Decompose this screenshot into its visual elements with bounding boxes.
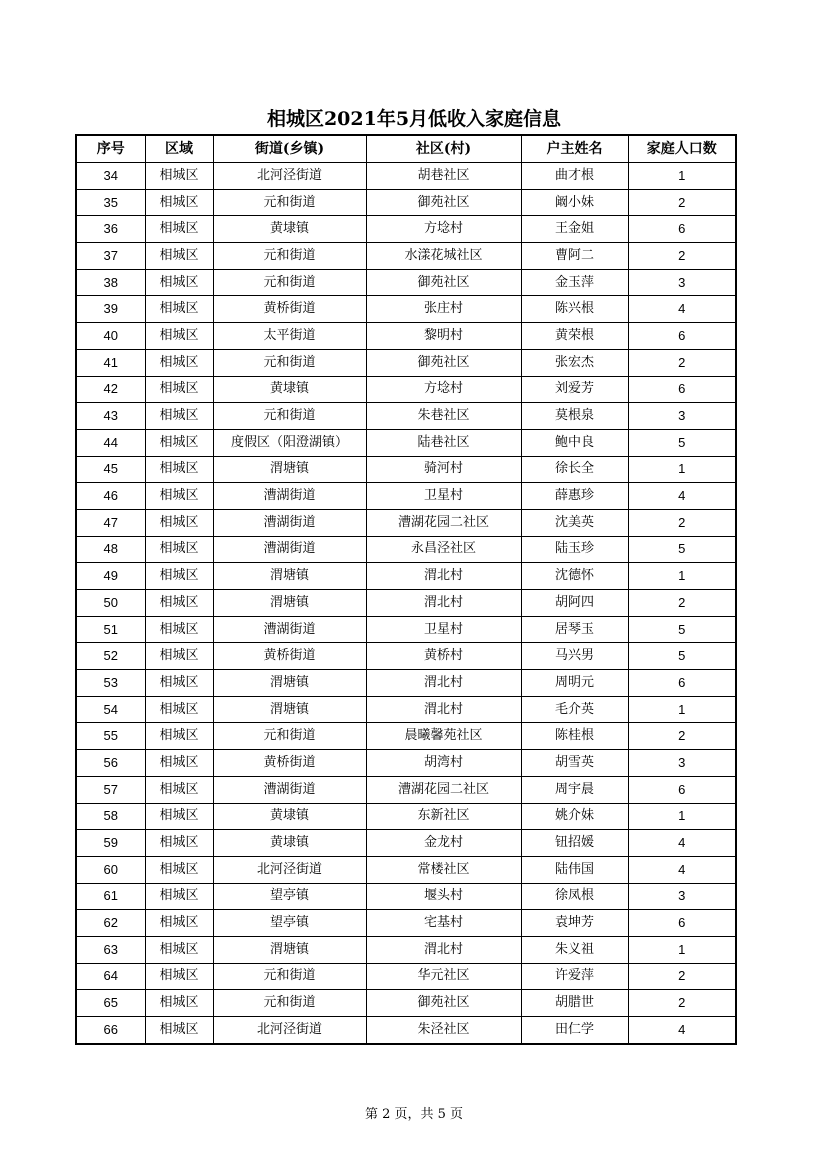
region-cell: 相城区: [145, 163, 213, 190]
community-village-cell: 胡巷社区: [366, 163, 521, 190]
table-row: [76, 243, 736, 270]
street-town-cell: 北河泾街道: [213, 163, 366, 190]
table-row: [76, 189, 736, 216]
serial-number-cell: 57: [76, 776, 145, 803]
table-row: [76, 590, 736, 617]
family-size-cell: 2: [628, 243, 736, 270]
street-town-cell: 渭塘镇: [213, 456, 366, 483]
table-row: [76, 163, 736, 190]
community-village-cell: 渭北村: [366, 696, 521, 723]
family-size-cell: 5: [628, 429, 736, 456]
region-cell: 相城区: [145, 670, 213, 697]
region-cell: 相城区: [145, 349, 213, 376]
family-size-cell: 6: [628, 670, 736, 697]
serial-number-cell: 63: [76, 936, 145, 963]
community-village-cell: 常楼社区: [366, 856, 521, 883]
header-region: 区域: [145, 135, 213, 163]
householder-name-cell: 马兴男: [521, 643, 628, 670]
serial-number-cell: 35: [76, 189, 145, 216]
community-village-cell: 渭北村: [366, 936, 521, 963]
community-village-cell: 方埝村: [366, 216, 521, 243]
serial-number-cell: 64: [76, 963, 145, 990]
street-town-cell: 元和街道: [213, 349, 366, 376]
community-village-cell: 朱巷社区: [366, 403, 521, 430]
table-row: [76, 803, 736, 830]
street-town-cell: 渭塘镇: [213, 670, 366, 697]
street-town-cell: 元和街道: [213, 403, 366, 430]
serial-number-cell: 46: [76, 483, 145, 510]
serial-number-cell: 37: [76, 243, 145, 270]
householder-name-cell: 黄荣根: [521, 323, 628, 350]
householder-name-cell: 刘爱芳: [521, 376, 628, 403]
table-row: [76, 216, 736, 243]
street-town-cell: 漕湖街道: [213, 776, 366, 803]
street-town-cell: 元和街道: [213, 243, 366, 270]
serial-number-cell: 36: [76, 216, 145, 243]
householder-name-cell: 胡阿四: [521, 590, 628, 617]
householder-name-cell: 莫根泉: [521, 403, 628, 430]
householder-name-cell: 沈美英: [521, 509, 628, 536]
serial-number-cell: 52: [76, 643, 145, 670]
family-size-cell: 3: [628, 883, 736, 910]
householder-name-cell: 张宏杰: [521, 349, 628, 376]
serial-number-cell: 40: [76, 323, 145, 350]
family-size-cell: 2: [628, 990, 736, 1017]
family-size-cell: 4: [628, 1017, 736, 1044]
community-village-cell: 渭北村: [366, 563, 521, 590]
low-income-family-table: [75, 134, 737, 1045]
community-village-cell: 卫星村: [366, 483, 521, 510]
page-footer: 第 2 页，共 5 页: [364, 1107, 464, 1122]
region-cell: 相城区: [145, 910, 213, 937]
region-cell: 相城区: [145, 403, 213, 430]
serial-number-cell: 62: [76, 910, 145, 937]
region-cell: 相城区: [145, 509, 213, 536]
family-size-cell: 4: [628, 296, 736, 323]
page-title: 相城区2021年5月低收入家庭信息: [266, 108, 562, 130]
family-size-cell: 6: [628, 910, 736, 937]
serial-number-cell: 53: [76, 670, 145, 697]
street-town-cell: 渭塘镇: [213, 563, 366, 590]
street-town-cell: 元和街道: [213, 963, 366, 990]
community-village-cell: 金龙村: [366, 830, 521, 857]
family-size-cell: 2: [628, 590, 736, 617]
householder-name-cell: 陆玉珍: [521, 536, 628, 563]
table-row: [76, 483, 736, 510]
householder-name-cell: 毛介英: [521, 696, 628, 723]
family-size-cell: 2: [628, 349, 736, 376]
community-village-cell: 朱泾社区: [366, 1017, 521, 1044]
table-row: [76, 456, 736, 483]
householder-name-cell: 袁坤芳: [521, 910, 628, 937]
serial-number-cell: 38: [76, 269, 145, 296]
street-town-cell: 元和街道: [213, 990, 366, 1017]
table-header-row: [76, 135, 736, 163]
serial-number-cell: 55: [76, 723, 145, 750]
family-size-cell: 3: [628, 403, 736, 430]
region-cell: 相城区: [145, 376, 213, 403]
community-village-cell: 陆巷社区: [366, 429, 521, 456]
table-row: [76, 723, 736, 750]
table-row: [76, 429, 736, 456]
table-row: [76, 830, 736, 857]
region-cell: 相城区: [145, 990, 213, 1017]
family-size-cell: 3: [628, 269, 736, 296]
street-town-cell: 太平街道: [213, 323, 366, 350]
region-cell: 相城区: [145, 189, 213, 216]
region-cell: 相城区: [145, 803, 213, 830]
family-size-cell: 3: [628, 750, 736, 777]
street-town-cell: 黄桥街道: [213, 296, 366, 323]
community-village-cell: 晨曦馨苑社区: [366, 723, 521, 750]
community-village-cell: 渭北村: [366, 670, 521, 697]
region-cell: 相城区: [145, 536, 213, 563]
householder-name-cell: 姚介妹: [521, 803, 628, 830]
region-cell: 相城区: [145, 296, 213, 323]
householder-name-cell: 徐凤根: [521, 883, 628, 910]
family-size-cell: 5: [628, 536, 736, 563]
region-cell: 相城区: [145, 456, 213, 483]
street-town-cell: 漕湖街道: [213, 536, 366, 563]
family-size-cell: 6: [628, 776, 736, 803]
street-town-cell: 渭塘镇: [213, 590, 366, 617]
serial-number-cell: 47: [76, 509, 145, 536]
community-village-cell: 黄桥村: [366, 643, 521, 670]
serial-number-cell: 41: [76, 349, 145, 376]
region-cell: 相城区: [145, 269, 213, 296]
serial-number-cell: 43: [76, 403, 145, 430]
serial-number-cell: 51: [76, 616, 145, 643]
serial-number-cell: 54: [76, 696, 145, 723]
street-town-cell: 望亭镇: [213, 910, 366, 937]
street-town-cell: 元和街道: [213, 189, 366, 216]
serial-number-cell: 59: [76, 830, 145, 857]
street-town-cell: 望亭镇: [213, 883, 366, 910]
table-row: [76, 856, 736, 883]
community-village-cell: 渭北村: [366, 590, 521, 617]
table-row: [76, 376, 736, 403]
street-town-cell: 黄埭镇: [213, 216, 366, 243]
table-row: [76, 936, 736, 963]
family-size-cell: 1: [628, 936, 736, 963]
community-village-cell: 黎明村: [366, 323, 521, 350]
community-village-cell: 御苑社区: [366, 269, 521, 296]
serial-number-cell: 34: [76, 163, 145, 190]
householder-name-cell: 金玉萍: [521, 269, 628, 296]
table-row: [76, 696, 736, 723]
table-row: [76, 296, 736, 323]
table-row: [76, 403, 736, 430]
family-size-cell: 1: [628, 563, 736, 590]
householder-name-cell: 王金姐: [521, 216, 628, 243]
community-village-cell: 御苑社区: [366, 990, 521, 1017]
householder-name-cell: 陈兴根: [521, 296, 628, 323]
serial-number-cell: 66: [76, 1017, 145, 1044]
street-town-cell: 黄埭镇: [213, 803, 366, 830]
table-row: [76, 990, 736, 1017]
householder-name-cell: 曲才根: [521, 163, 628, 190]
street-town-cell: 黄桥街道: [213, 750, 366, 777]
region-cell: 相城区: [145, 750, 213, 777]
table-row: [76, 1017, 736, 1044]
table-row: [76, 323, 736, 350]
street-town-cell: 黄桥街道: [213, 643, 366, 670]
community-village-cell: 骑河村: [366, 456, 521, 483]
header-street-town: 街道(乡镇): [213, 135, 366, 163]
region-cell: 相城区: [145, 776, 213, 803]
community-village-cell: 张庄村: [366, 296, 521, 323]
serial-number-cell: 39: [76, 296, 145, 323]
header-community-village: 社区(村): [366, 135, 521, 163]
serial-number-cell: 45: [76, 456, 145, 483]
family-size-cell: 4: [628, 830, 736, 857]
family-size-cell: 4: [628, 856, 736, 883]
table-body: [76, 163, 736, 1044]
serial-number-cell: 42: [76, 376, 145, 403]
householder-name-cell: 徐长全: [521, 456, 628, 483]
serial-number-cell: 58: [76, 803, 145, 830]
region-cell: 相城区: [145, 616, 213, 643]
region-cell: 相城区: [145, 323, 213, 350]
householder-name-cell: 陈桂根: [521, 723, 628, 750]
table-row: [76, 269, 736, 296]
family-size-cell: 4: [628, 483, 736, 510]
region-cell: 相城区: [145, 696, 213, 723]
householder-name-cell: 曹阿二: [521, 243, 628, 270]
serial-number-cell: 61: [76, 883, 145, 910]
family-size-cell: 5: [628, 616, 736, 643]
header-householder-name: 户主姓名: [521, 135, 628, 163]
householder-name-cell: 陆伟国: [521, 856, 628, 883]
family-size-cell: 1: [628, 163, 736, 190]
region-cell: 相城区: [145, 483, 213, 510]
serial-number-cell: 49: [76, 563, 145, 590]
street-town-cell: 漕湖街道: [213, 616, 366, 643]
family-size-cell: 6: [628, 216, 736, 243]
table-row: [76, 509, 736, 536]
region-cell: 相城区: [145, 936, 213, 963]
street-town-cell: 黄埭镇: [213, 376, 366, 403]
region-cell: 相城区: [145, 243, 213, 270]
region-cell: 相城区: [145, 723, 213, 750]
region-cell: 相城区: [145, 963, 213, 990]
region-cell: 相城区: [145, 830, 213, 857]
region-cell: 相城区: [145, 429, 213, 456]
table-row: [76, 963, 736, 990]
family-size-cell: 2: [628, 189, 736, 216]
region-cell: 相城区: [145, 883, 213, 910]
street-town-cell: 元和街道: [213, 269, 366, 296]
table-row: [76, 910, 736, 937]
serial-number-cell: 44: [76, 429, 145, 456]
householder-name-cell: 鲍中良: [521, 429, 628, 456]
family-size-cell: 6: [628, 376, 736, 403]
community-village-cell: 胡湾村: [366, 750, 521, 777]
community-village-cell: 漕湖花园二社区: [366, 509, 521, 536]
serial-number-cell: 60: [76, 856, 145, 883]
street-town-cell: 渭塘镇: [213, 696, 366, 723]
community-village-cell: 御苑社区: [366, 189, 521, 216]
table-row: [76, 776, 736, 803]
table-row: [76, 616, 736, 643]
region-cell: 相城区: [145, 216, 213, 243]
family-size-cell: 5: [628, 643, 736, 670]
householder-name-cell: 田仁学: [521, 1017, 628, 1044]
header-family-size: 家庭人口数: [628, 135, 736, 163]
householder-name-cell: 钮招媛: [521, 830, 628, 857]
community-village-cell: 水漾花城社区: [366, 243, 521, 270]
region-cell: 相城区: [145, 856, 213, 883]
family-size-cell: 1: [628, 696, 736, 723]
street-town-cell: 元和街道: [213, 723, 366, 750]
table-row: [76, 883, 736, 910]
community-village-cell: 东新社区: [366, 803, 521, 830]
street-town-cell: 漕湖街道: [213, 483, 366, 510]
family-size-cell: 6: [628, 323, 736, 350]
street-town-cell: 漕湖街道: [213, 509, 366, 536]
family-size-cell: 1: [628, 456, 736, 483]
community-village-cell: 永昌泾社区: [366, 536, 521, 563]
serial-number-cell: 65: [76, 990, 145, 1017]
community-village-cell: 宅基村: [366, 910, 521, 937]
householder-name-cell: 胡雪英: [521, 750, 628, 777]
householder-name-cell: 薛惠珍: [521, 483, 628, 510]
householder-name-cell: 朱义祖: [521, 936, 628, 963]
table-row: [76, 349, 736, 376]
table-row: [76, 536, 736, 563]
street-town-cell: 渭塘镇: [213, 936, 366, 963]
region-cell: 相城区: [145, 643, 213, 670]
street-town-cell: 北河泾街道: [213, 856, 366, 883]
serial-number-cell: 48: [76, 536, 145, 563]
family-size-cell: 2: [628, 963, 736, 990]
community-village-cell: 堰头村: [366, 883, 521, 910]
region-cell: 相城区: [145, 1017, 213, 1044]
community-village-cell: 御苑社区: [366, 349, 521, 376]
table-row: [76, 750, 736, 777]
community-village-cell: 华元社区: [366, 963, 521, 990]
serial-number-cell: 56: [76, 750, 145, 777]
community-village-cell: 卫星村: [366, 616, 521, 643]
table-row: [76, 670, 736, 697]
householder-name-cell: 沈德怀: [521, 563, 628, 590]
region-cell: 相城区: [145, 590, 213, 617]
householder-name-cell: 许爱萍: [521, 963, 628, 990]
community-village-cell: 漕湖花园二社区: [366, 776, 521, 803]
table-row: [76, 563, 736, 590]
serial-number-cell: 50: [76, 590, 145, 617]
community-village-cell: 方埝村: [366, 376, 521, 403]
header-serial-number: 序号: [76, 135, 145, 163]
table-row: [76, 643, 736, 670]
householder-name-cell: 阚小妹: [521, 189, 628, 216]
householder-name-cell: 周明元: [521, 670, 628, 697]
street-town-cell: 黄埭镇: [213, 830, 366, 857]
householder-name-cell: 胡腊世: [521, 990, 628, 1017]
householder-name-cell: 居琴玉: [521, 616, 628, 643]
family-size-cell: 2: [628, 723, 736, 750]
householder-name-cell: 周宇晨: [521, 776, 628, 803]
family-size-cell: 2: [628, 509, 736, 536]
region-cell: 相城区: [145, 563, 213, 590]
street-town-cell: 度假区（阳澄湖镇）: [213, 429, 366, 456]
street-town-cell: 北河泾街道: [213, 1017, 366, 1044]
family-size-cell: 1: [628, 803, 736, 830]
